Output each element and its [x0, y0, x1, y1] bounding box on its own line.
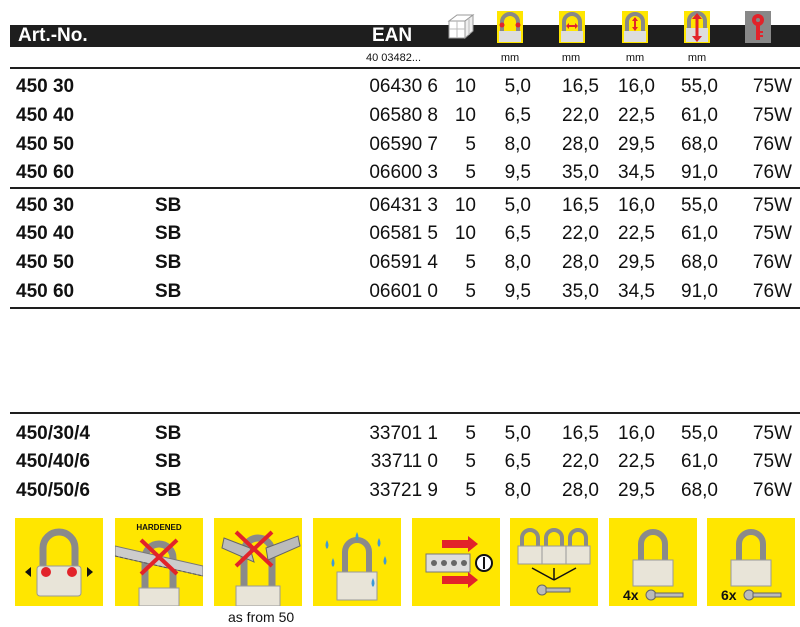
unit-label: mm — [687, 52, 707, 64]
key-mechanism-icon — [412, 518, 500, 606]
pack-quantity: 10 — [454, 76, 476, 97]
body-height: 55,0 — [681, 76, 718, 97]
ean-code: 06581 5 — [369, 223, 438, 244]
weatherproof-icon — [313, 518, 401, 606]
article-number: 450 60 — [16, 162, 75, 183]
shackle-height: 34,5 — [618, 281, 655, 302]
art-no-header: Art.-No. — [18, 25, 88, 46]
shackle-height-icon — [622, 11, 648, 43]
saw-resistant-shackle-icon — [115, 518, 203, 606]
ean-code: 06591 4 — [369, 252, 438, 273]
shackle-diameter: 6,5 — [504, 105, 531, 126]
hardened-label: HARDENED — [136, 523, 182, 532]
table-row — [10, 478, 800, 503]
bolt-cutter-resistant-icon — [214, 518, 302, 606]
shackle-height: 29,5 — [618, 252, 655, 273]
sb-marker: SB — [155, 195, 182, 216]
shackle-diameter: 5,0 — [504, 76, 531, 97]
table-row — [10, 279, 800, 304]
body-height: 68,0 — [681, 480, 718, 501]
ean-code: 33721 9 — [369, 480, 438, 501]
key-type-icon — [745, 11, 771, 43]
shackle-height: 16,0 — [618, 423, 655, 444]
shackle-clearance: 22,0 — [562, 223, 599, 244]
shackle-clearance: 35,0 — [562, 281, 599, 302]
pack-quantity: 5 — [465, 252, 476, 273]
table-row — [10, 250, 800, 275]
divider — [10, 67, 800, 69]
ean-code: 33701 1 — [369, 423, 438, 444]
unit-label: mm — [561, 52, 581, 64]
shackle-diameter-icon — [497, 11, 523, 43]
article-number: 450 30 — [16, 76, 75, 97]
shackle-height: 16,0 — [618, 195, 655, 216]
unit-label: mm — [500, 52, 520, 64]
key-type: 76W — [752, 480, 792, 501]
key-type: 76W — [752, 252, 792, 273]
shackle-diameter: 9,5 — [504, 281, 531, 302]
body-height: 61,0 — [681, 223, 718, 244]
pin-tumbler-lock-icon — [15, 518, 103, 606]
article-number: 450 50 — [16, 134, 75, 155]
key-type: 76W — [752, 162, 792, 183]
body-height: 68,0 — [681, 134, 718, 155]
key-type: 75W — [752, 423, 792, 444]
article-number: 450 30 — [16, 195, 75, 216]
key-type: 75W — [752, 451, 792, 472]
shackle-clearance: 28,0 — [562, 134, 599, 155]
sb-marker: SB — [155, 480, 182, 501]
key-count-label: 6x — [721, 587, 737, 603]
key-count-label: 4x — [623, 587, 639, 603]
pack-quantity: 10 — [454, 105, 476, 126]
divider — [10, 187, 800, 189]
shackle-height: 29,5 — [618, 480, 655, 501]
article-number: 450 50 — [16, 252, 75, 273]
shackle-height: 22,5 — [618, 451, 655, 472]
body-height: 55,0 — [681, 195, 718, 216]
shackle-diameter: 6,5 — [504, 223, 531, 244]
article-number: 450/30/4 — [16, 423, 90, 444]
table-row — [10, 221, 800, 246]
ean-code: 06601 0 — [369, 281, 438, 302]
pack-quantity: 5 — [465, 134, 476, 155]
table-row — [10, 132, 800, 157]
key-type: 75W — [752, 223, 792, 244]
shackle-clearance: 22,0 — [562, 451, 599, 472]
shackle-height: 34,5 — [618, 162, 655, 183]
sb-marker: SB — [155, 423, 182, 444]
body-height: 91,0 — [681, 281, 718, 302]
shackle-diameter: 5,0 — [504, 423, 531, 444]
key-type: 75W — [752, 105, 792, 126]
sb-marker: SB — [155, 281, 182, 302]
table-row — [10, 160, 800, 185]
sb-marker: SB — [155, 223, 182, 244]
pack-quantity: 10 — [454, 223, 476, 244]
divider — [10, 307, 800, 309]
shackle-clearance: 16,5 — [562, 423, 599, 444]
shackle-clearance: 22,0 — [562, 105, 599, 126]
shackle-diameter: 5,0 — [504, 195, 531, 216]
shackle-diameter: 6,5 — [504, 451, 531, 472]
body-height: 61,0 — [681, 451, 718, 472]
ean-code: 06431 3 — [369, 195, 438, 216]
shackle-clearance-icon — [559, 11, 585, 43]
ean-code: 06590 7 — [369, 134, 438, 155]
pack-quantity: 5 — [465, 162, 476, 183]
shackle-clearance: 35,0 — [562, 162, 599, 183]
key-type: 76W — [752, 281, 792, 302]
article-number: 450 40 — [16, 105, 75, 126]
ean-header: EAN — [372, 25, 413, 46]
shackle-diameter: 8,0 — [504, 252, 531, 273]
ean-code: 06430 6 — [369, 76, 438, 97]
pack-quantity: 5 — [465, 281, 476, 302]
shackle-height: 22,5 — [618, 223, 655, 244]
unit-label: mm — [625, 52, 645, 64]
body-height-icon — [684, 11, 710, 43]
ean-code: 06600 3 — [369, 162, 438, 183]
six-keys-icon — [707, 518, 795, 606]
body-height: 91,0 — [681, 162, 718, 183]
pack-quantity: 5 — [465, 423, 476, 444]
table-row — [10, 449, 800, 474]
body-height: 55,0 — [681, 423, 718, 444]
table-row — [10, 103, 800, 128]
pack-quantity: 5 — [465, 451, 476, 472]
table-header-bar — [10, 25, 800, 47]
shackle-clearance: 16,5 — [562, 76, 599, 97]
pack-quantity-cube-icon — [447, 13, 475, 41]
shackle-clearance: 28,0 — [562, 480, 599, 501]
key-type: 75W — [752, 195, 792, 216]
article-number: 450/40/6 — [16, 451, 90, 472]
ean-code: 33711 0 — [370, 451, 438, 472]
feature-caption: as from 50 — [228, 609, 295, 625]
table-row — [10, 193, 800, 218]
shackle-clearance: 16,5 — [562, 195, 599, 216]
body-height: 68,0 — [681, 252, 718, 273]
sb-marker: SB — [155, 252, 182, 273]
keyed-alike-icon — [510, 518, 598, 606]
shackle-diameter: 8,0 — [504, 480, 531, 501]
body-height: 61,0 — [681, 105, 718, 126]
article-number: 450 60 — [16, 281, 75, 302]
shackle-diameter: 9,5 — [504, 162, 531, 183]
ean-prefix: 40 03482... — [366, 52, 422, 64]
divider — [10, 412, 800, 414]
key-type: 75W — [752, 76, 792, 97]
four-keys-icon — [609, 518, 697, 606]
shackle-diameter: 8,0 — [504, 134, 531, 155]
shackle-height: 29,5 — [618, 134, 655, 155]
pack-quantity: 10 — [454, 195, 476, 216]
ean-code: 06580 8 — [369, 105, 438, 126]
shackle-height: 16,0 — [618, 76, 655, 97]
article-number: 450/50/6 — [16, 480, 90, 501]
pack-quantity: 5 — [465, 480, 476, 501]
table-row — [10, 421, 800, 446]
shackle-height: 22,5 — [618, 105, 655, 126]
article-number: 450 40 — [16, 223, 75, 244]
shackle-clearance: 28,0 — [562, 252, 599, 273]
table-row — [10, 74, 800, 99]
sb-marker: SB — [155, 451, 182, 472]
key-type: 76W — [752, 134, 792, 155]
